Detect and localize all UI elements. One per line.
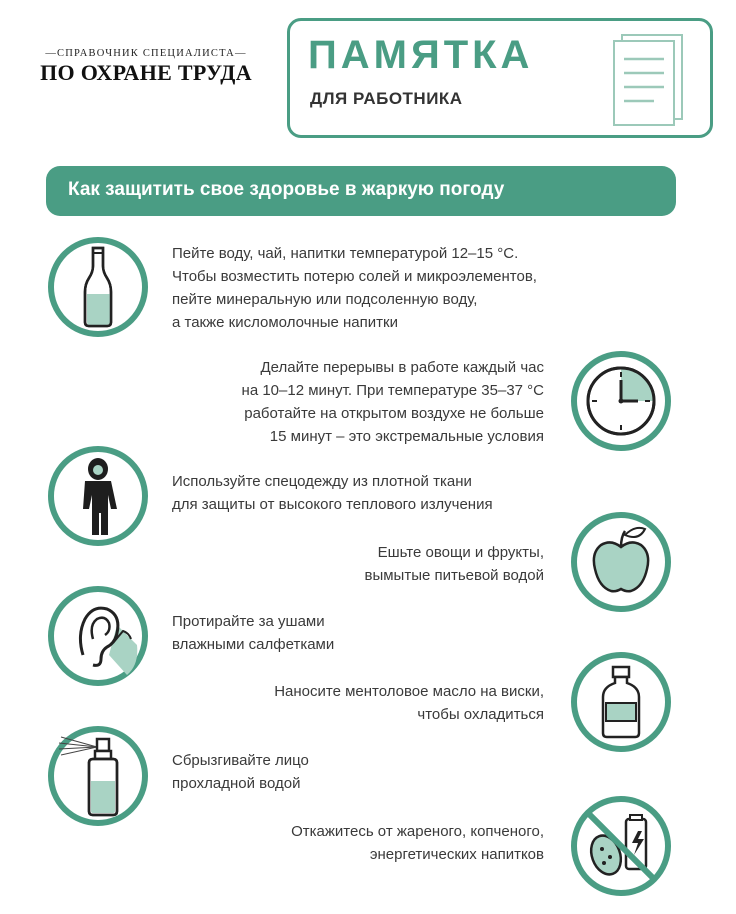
clock-icon — [570, 350, 672, 452]
tip-work-breaks: Делайте перерывы в работе каждый час на 10–12 минут. При температуре 35–37 °С работайте на открытом воздухе не больше 15 минут – это экстремальные условия — [241, 359, 544, 445]
bottle-icon — [47, 236, 149, 338]
spray-bottle-icon — [47, 725, 149, 827]
tip-drink-water: Пейте воду, чай, напитки температурой 12–15 °С. Чтобы возместить потерю солей и микроэлементов, пейте минеральную или подсоленную воду, а также кисломолочные напитки — [172, 245, 537, 331]
section-title: Как защитить свое здоровье в жаркую погоду — [68, 179, 505, 200]
protective-suit-icon — [47, 445, 149, 547]
tip-menthol-oil: Наносите ментоловое масло на виски, чтобы охладиться — [274, 683, 544, 723]
section-banner — [46, 166, 676, 216]
ear-icon — [47, 585, 149, 687]
memo-title: ПАМЯТКА — [308, 33, 534, 77]
apple-icon — [570, 511, 672, 613]
no-fried-food-icon — [570, 795, 672, 897]
tip-avoid-fried-food: Откажитесь от жареного, копченого, энергетических напитков — [291, 823, 544, 863]
tip-protective-clothing: Используйте спецодежду из плотной ткани для защиты от высокого теплового излучения — [172, 473, 493, 513]
memo-header — [287, 18, 713, 138]
publisher-logo-top: —СПРАВОЧНИК СПЕЦИАЛИСТА— — [45, 48, 247, 59]
tip-spray-face: Сбрызгивайте лицо прохладной водой — [172, 752, 309, 792]
memo-subtitle: ДЛЯ РАБОТНИКА — [310, 89, 463, 108]
tip-eat-fruits: Ешьте овощи и фрукты, вымытые питьевой водой — [364, 544, 544, 584]
tip-wipe-behind-ears: Протирайте за ушами влажными салфетками — [172, 613, 335, 653]
documents-icon — [608, 33, 688, 128]
oil-bottle-icon — [570, 651, 672, 753]
publisher-logo — [30, 48, 262, 86]
publisher-logo-main: ПО ОХРАНЕ ТРУДА — [40, 60, 252, 85]
